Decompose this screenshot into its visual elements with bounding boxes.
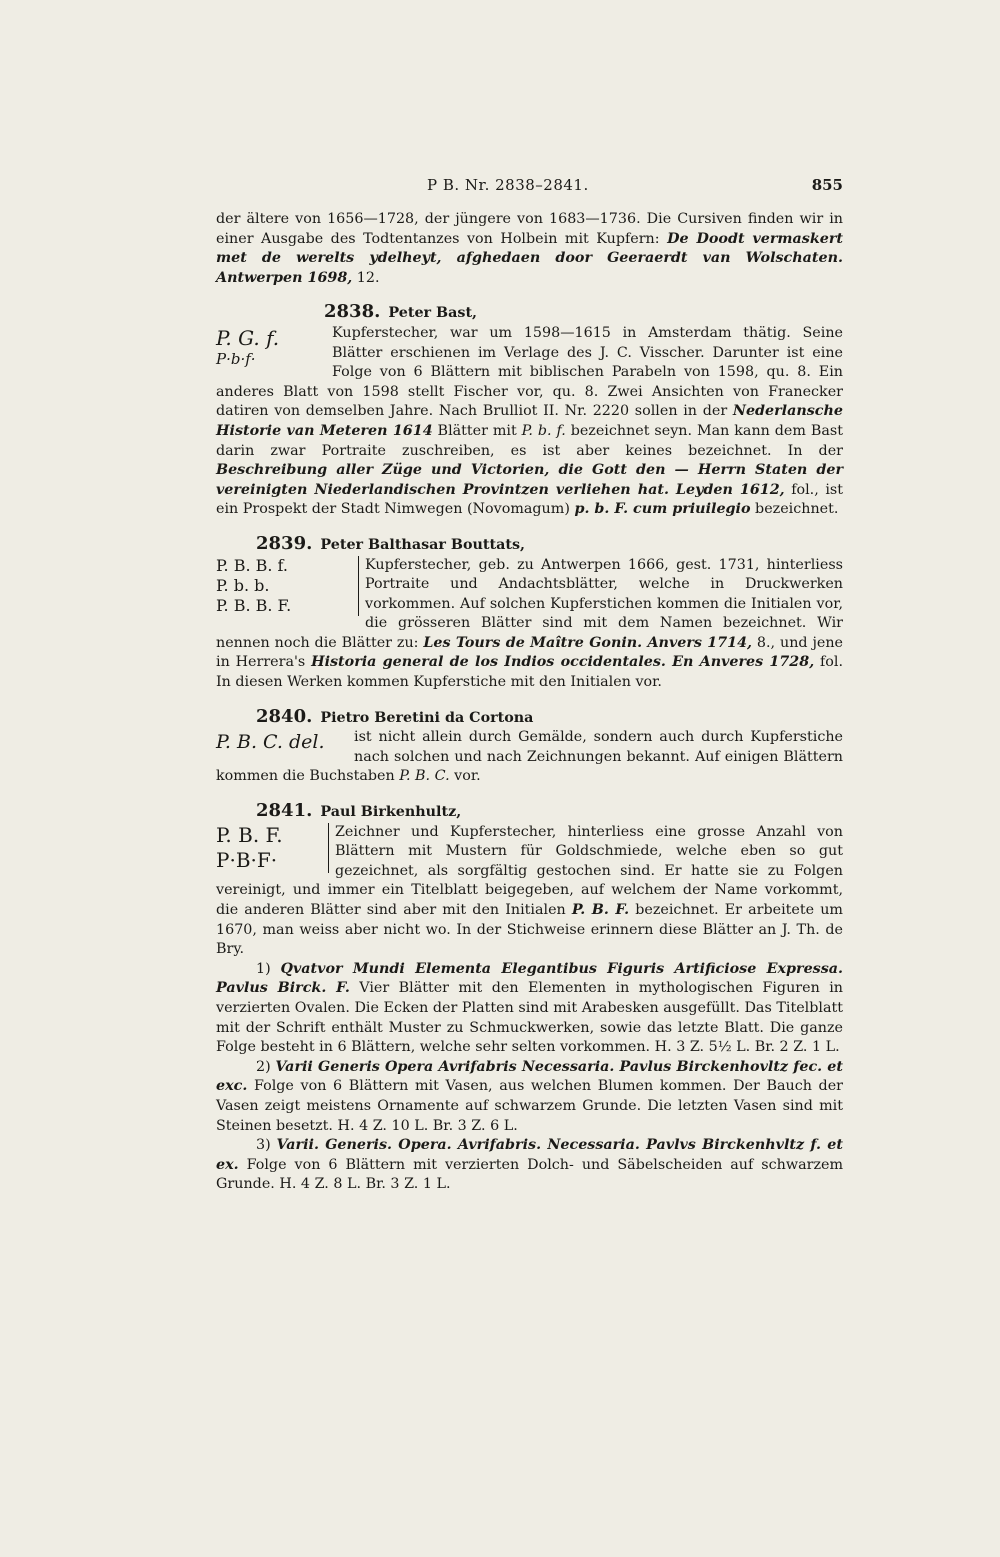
entry-text: bezeichnet.	[750, 501, 839, 518]
intro-paragraph	[216, 210, 843, 288]
entry-text: bezeichnet seyn. Man kann dem Bast darin zwar Portraite zuschreiben, es ist aber keines bezeichnet. In der	[216, 422, 843, 459]
monogram: P. B. C. del.	[216, 731, 325, 754]
entry-2841-head	[256, 801, 843, 823]
monogram: P·b·f·	[216, 349, 256, 368]
entry-text: ist nicht allein durch Gemälde, sondern auch durch Kupferstiche nach solchen und nach Zeichnungen bekannt. Auf einigen Blättern kommen die Buchstaben	[216, 729, 843, 785]
monogram: P. B. B. f.	[216, 555, 288, 575]
entry-number: 2839.	[256, 532, 313, 554]
sub-entry-title-italic: Varii Generis Opera Avrifabris Necessaria. Pavlus Birckenhovltz fec. et exc.	[216, 1058, 843, 1095]
book-title-italic: Beschreibung aller Züge und Victorien, die Gott den — Herrn Staten der vereinigten Niederlandischen Provintzen verliehen hat. Leyden 1612,	[216, 462, 843, 498]
book-title-italic: Nederlansche Historie van Meteren 1614	[216, 403, 843, 439]
entry-number: 2841.	[256, 800, 313, 822]
monogram: P·B·F·	[216, 847, 278, 872]
intro-text-end: 12.	[352, 269, 380, 286]
entry-2840-head	[256, 707, 843, 729]
book-title-italic: Historia general de los Indios occidentales. En Anveres 1728,	[311, 654, 815, 671]
sub-entry-1	[216, 960, 843, 1058]
entry-number: 2840.	[256, 705, 313, 727]
sub-entry-number: 2)	[256, 1058, 276, 1075]
initials-italic: P. b. f.	[521, 422, 566, 439]
entry-2838-head	[324, 302, 843, 324]
sub-entry-2	[216, 1058, 843, 1136]
entry-text: Zeichner und Kupferstecher, hinterliess eine grosse Anzahl von Blättern mit Mustern für Goldschmiede, welche eben so gut gezeichnet, als sorgfältig gestochen sind. Er hatte sie zu Folgen vereinigt, und immer ein Titelblatt beigegeben, auf welchem der Name vorkommt, die anderen Blätter sind aber mit den Initialen	[216, 823, 843, 918]
book-title-italic: Les Tours de Maître Gonin. Anvers 1714,	[423, 634, 753, 651]
monogram-block	[216, 823, 329, 873]
monogram: P. b. b.	[216, 575, 270, 595]
sub-entry-title-italic: Qvatvor Mundi Elementa Elegantibus Figuris Artificiose Expressa. Pavlus Birck. F.	[216, 960, 843, 997]
sub-entry-title-italic: Varii. Generis. Opera. Avrifabris. Necessaria. Pavlvs Birckenhvltz f. et ex.	[216, 1137, 843, 1173]
artist-name: Peter Bast,	[388, 305, 478, 322]
entry-text: 8., und jene in Herrera's	[216, 634, 844, 671]
page-number: 855	[811, 176, 843, 194]
entry-text: Blätter mit	[432, 422, 522, 439]
entry-text: fol. In diesen Werken kommen Kupferstiche mit den Initialen vor.	[216, 654, 843, 691]
entry-text: Kupferstecher, war um 1598—1615 in Amsterdam thätig. Seine Blätter erschienen im Verlage des J. C. Visscher. Darunter ist eine Folge von 6 Blättern mit biblischen Parabeln von 1598, qu. 8. Ein anderes Blatt von 1598 stellt Fischer vor, qu. 8. Zwei Ansichten von Franecker datiren von demselben Jahre. Nach Brulliot II. Nr. 2220 sollen in der	[216, 324, 843, 420]
entry-2838	[216, 302, 843, 520]
body-text	[216, 210, 843, 1195]
page-header	[216, 176, 843, 196]
intro-text: der ältere von 1656—1728, der jüngere von 1683—1736. Die Cursiven finden wir in einer Ausgabe des Todtentanzes von Holbein mit Kupfern:	[216, 211, 843, 247]
initials-italic: P. B. F.	[571, 902, 630, 918]
intro-title-italic: De Doodt vermaskert met de werelts ydelheyt, afghedaen door Geeraerdt van Wolschaten. Antwerpen 1698,	[216, 230, 843, 286]
entry-2840	[216, 707, 843, 787]
sub-entry-3	[216, 1136, 843, 1195]
entry-number: 2838.	[324, 301, 381, 323]
sub-entry-text: Folge von 6 Blättern mit verzierten Dolch- und Säbelscheiden auf schwarzem Grunde. H. 4 Z. 8 L. Br. 3 Z. 1 L.	[216, 1156, 843, 1193]
signature-italic: p. b. F. cum priuilegio	[574, 501, 751, 518]
sub-entry-text: Vier Blätter mit den Elementen in mythologischen Figuren in verzierten Ovalen. Die Ecken der Platten sind mit Arabesken ausgefüllt. Das Titelblatt mit der Schrift enthält Muster zu Schmuckwerken, sowie das letzte Blatt. Die ganze Folge besteht in 6 Blättern, welche sehr selten vorkommen. H. 3 Z. 5½ L. Br. 2 Z. 1 L.	[216, 980, 843, 1056]
sub-entry-number: 3)	[256, 1137, 277, 1154]
entry-text: vor.	[449, 768, 481, 785]
initials-italic: P. B. C.	[399, 768, 450, 785]
artist-name: Pietro Beretini da Cortona	[320, 709, 534, 726]
entry-text: Kupferstecher, geb. zu Antwerpen 1666, gest. 1731, hinterliess Portraite und Andachtsblätter, welche in Druckwerken vorkommen. Auf solchen Kupferstichen kommen die Initialen vor, die grösseren Blätter sind mit dem Namen bezeichnet. Wir nennen noch die Blätter zu:	[216, 556, 843, 651]
entry-text: bezeichnet. Er arbeitete um 1670, man weiss aber nicht wo. In der Stichweise erinnern diese Blätter an J. Th. de Bry.	[216, 902, 843, 958]
monogram-block	[216, 556, 359, 616]
artist-name: Paul Birkenhultz,	[320, 804, 462, 821]
monogram-block	[216, 324, 324, 368]
entry-2841	[216, 801, 843, 1195]
monogram: P. B. F.	[216, 822, 283, 847]
sub-entry-number: 1)	[256, 960, 281, 977]
entry-text: fol., ist ein Prospekt der Stadt Nimwegen (Novomagum)	[216, 481, 843, 518]
sub-entry-text: Folge von 6 Blättern mit Vasen, aus welchen Blumen kommen. Der Bauch der Vasen zeigt meistens Ornamente auf schwarzem Grunde. Die letzten Vasen sind mit Steinen besetzt. H. 4 Z. 10 L. Br. 3 Z. 6 L.	[216, 1078, 843, 1134]
monogram: P. G. f.	[216, 325, 280, 350]
artist-name: Peter Balthasar Bouttats,	[320, 536, 526, 553]
monogram-block	[216, 728, 346, 754]
monogram: P. B. B. F.	[216, 595, 292, 615]
entry-2839-head	[256, 534, 843, 556]
entry-2839	[216, 534, 843, 693]
running-title: P B. Nr. 2838–2841.	[427, 176, 589, 194]
